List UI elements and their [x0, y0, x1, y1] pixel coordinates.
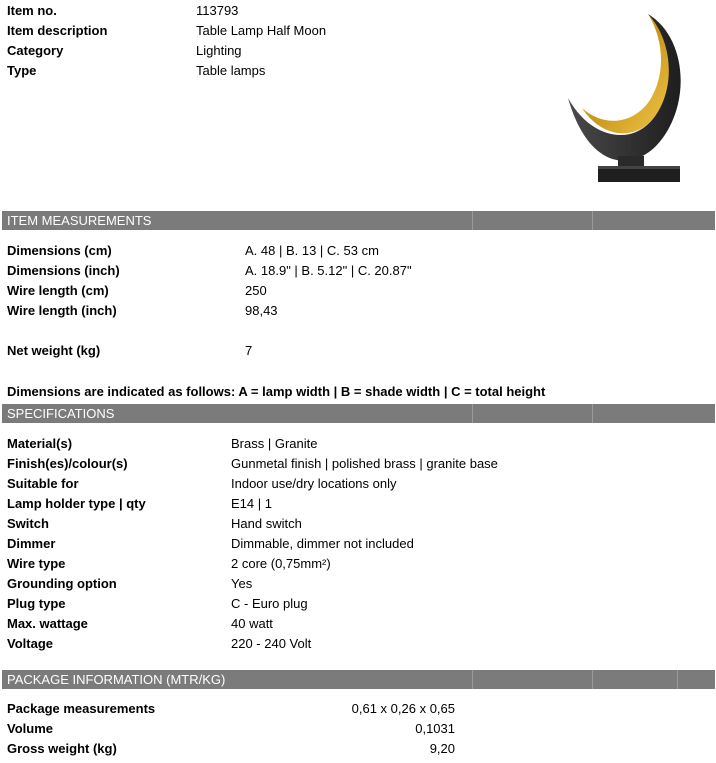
bar-divider: [472, 670, 473, 689]
package-label: Gross weight (kg): [7, 741, 117, 756]
spec-value: Gunmetal finish | polished brass | granite base: [231, 456, 498, 471]
measurement-value: A. 18.9" | B. 5.12" | C. 20.87": [245, 263, 412, 278]
category-label: Category: [7, 43, 64, 58]
category-value: Lighting: [196, 43, 242, 58]
bar-divider: [472, 211, 473, 230]
spec-label: Max. wattage: [7, 616, 88, 631]
spec-label: Switch: [7, 516, 49, 531]
type-label: Type: [7, 63, 37, 78]
spec-label: Dimmer: [7, 536, 56, 551]
item-no-label: Item no.: [7, 3, 57, 18]
spec-value: 40 watt: [231, 616, 273, 631]
package-label: Package measurements: [7, 701, 156, 716]
spec-value: Indoor use/dry locations only: [231, 476, 397, 491]
spec-value: Dimmable, dimmer not included: [231, 536, 414, 551]
spec-value: 2 core (0,75mm²): [231, 556, 331, 571]
measurement-label: Wire length (cm): [7, 283, 109, 298]
bar-divider: [592, 211, 593, 230]
spec-label: Plug type: [7, 596, 66, 611]
section-title-measurements: ITEM MEASUREMENTS: [7, 213, 152, 228]
item-no-value: 113793: [196, 3, 239, 18]
measurement-value: 250: [245, 283, 267, 298]
package-value: 9,20: [429, 741, 455, 756]
spec-label: Voltage: [7, 636, 53, 651]
dimension-note: Dimensions are indicated as follows: A = lamp width | B = shade width | C = total height: [7, 384, 546, 399]
measurement-value: 7: [245, 343, 253, 358]
spec-label: Material(s): [7, 436, 73, 451]
product-image: [560, 8, 690, 188]
item-description-value: Table Lamp Half Moon: [196, 23, 327, 38]
spec-value: E14 | 1: [231, 496, 272, 511]
section-bar-package: [2, 670, 715, 689]
type-value: Table lamps: [196, 63, 266, 78]
measurement-value: 98,43: [245, 303, 278, 318]
package-row: [7, 719, 467, 739]
spec-value: 220 - 240 Volt: [231, 636, 312, 651]
spec-label: Finish(es)/colour(s): [7, 456, 128, 471]
bar-divider: [472, 404, 473, 423]
spec-label: Lamp holder type | qty: [7, 496, 146, 511]
bar-divider: [592, 404, 593, 423]
spec-value: Yes: [231, 576, 253, 591]
package-value: 0,61 x 0,26 x 0,65: [351, 701, 455, 716]
spec-label: Grounding option: [7, 576, 117, 591]
package-value: 0,1031: [415, 721, 455, 736]
spec-value: C - Euro plug: [231, 596, 308, 611]
spec-label: Suitable for: [7, 476, 79, 491]
section-title-specifications: SPECIFICATIONS: [7, 406, 115, 421]
section-bar-specifications: [2, 404, 715, 423]
package-row: [7, 699, 467, 719]
bar-divider: [677, 670, 678, 689]
package-label: Volume: [7, 721, 53, 736]
measurement-label: Wire length (inch): [7, 303, 117, 318]
spec-value: Hand switch: [231, 516, 302, 531]
measurement-label: Net weight (kg): [7, 343, 101, 358]
section-bar-measurements: [2, 211, 715, 230]
measurement-value: A. 48 | B. 13 | C. 53 cm: [245, 243, 379, 258]
measurement-label: Dimensions (cm): [7, 243, 112, 258]
spec-label: Wire type: [7, 556, 66, 571]
spec-value: Brass | Granite: [231, 436, 318, 451]
package-row: [7, 739, 467, 759]
section-title-package: PACKAGE INFORMATION (MTR/KG): [7, 672, 226, 687]
bar-divider: [592, 670, 593, 689]
item-description-label: Item description: [7, 23, 108, 38]
measurement-label: Dimensions (inch): [7, 263, 120, 278]
